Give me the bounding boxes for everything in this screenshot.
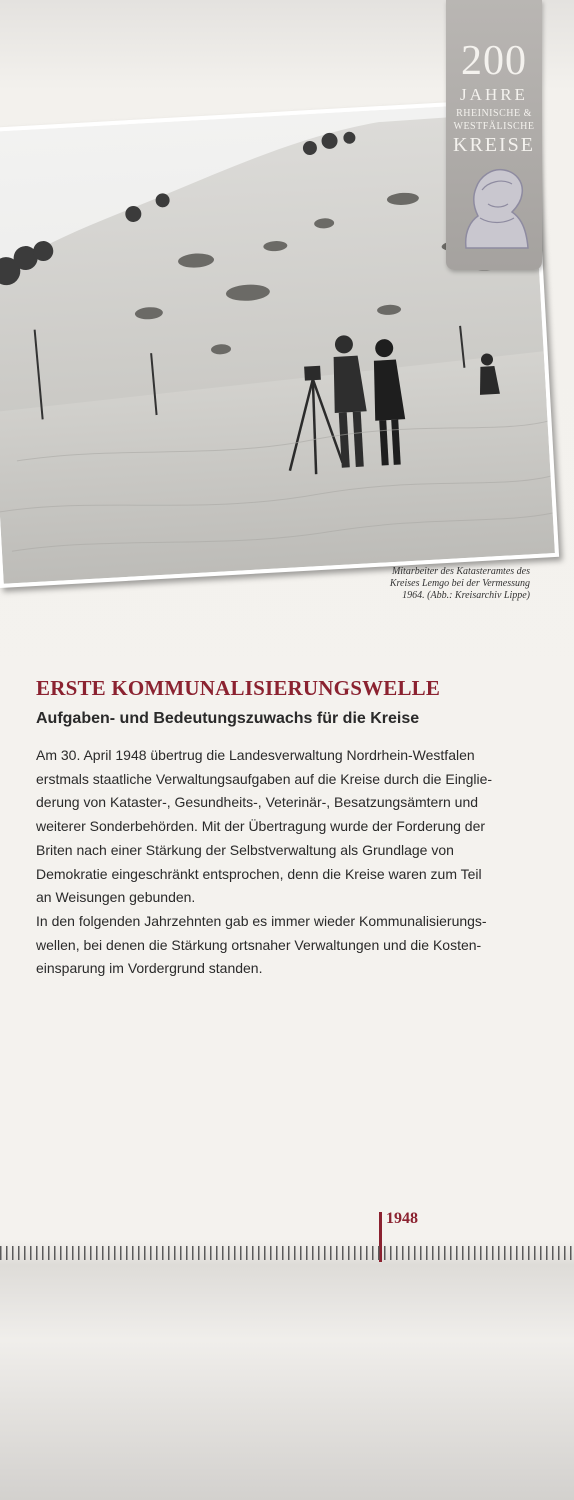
badge-line-kreise: KREISE [453,134,535,156]
anniversary-badge [446,0,542,270]
timeline-year-label: 1948 [386,1210,418,1227]
badge-line-rheinische: RHEINISCHE & [456,108,532,119]
portrait-silhouette-icon [458,160,532,252]
paragraph-1: Am 30. April 1948 übertrug die Landesverwaltung Nordrhein-Westfalen erstmals staatliche Verwaltungsaufgaben auf die Kreise durch die Einglie- derung von Kataster-, Gesundheits-, Veterinär-, Besatzungsämtern und weiterer Sonderbehörden. Mit der Übertragung wurde der Forderung der Briten nach einer Stärkung der Selbstverwaltung als Grundlage von Demokratie eingeschränkt entsprochen, denn die Kreise waren zum Teil an Weisungen gebunden. [36,747,493,906]
badge-line-westfaelische: WESTFÄLISCHE [453,121,535,132]
photo-caption: Mitarbeiter des Katasteramtes des Kreises Lemgo bei der Vermessung 1964. (Abb.: Kreisarchiv Lippe) [389,566,530,601]
section-subtitle: Aufgaben- und Bedeutungszuwachs für die Kreise [36,710,420,727]
article-body [36,744,536,981]
section-title: ERSTE KOMMUNALISIERUNGSWELLE [36,676,441,700]
badge-line-jahre: JAHRE [460,85,528,104]
badge-year: 200 [461,38,527,84]
timeline-ruler [0,1246,574,1260]
paragraph-2: In den folgenden Jahrzehnten gab es immer wieder Kommunalisierungs- wellen, bei denen die Stärkung ortsnaher Verwaltungen und die Kosten- einsparung im Vordergrund standen. [36,912,487,977]
